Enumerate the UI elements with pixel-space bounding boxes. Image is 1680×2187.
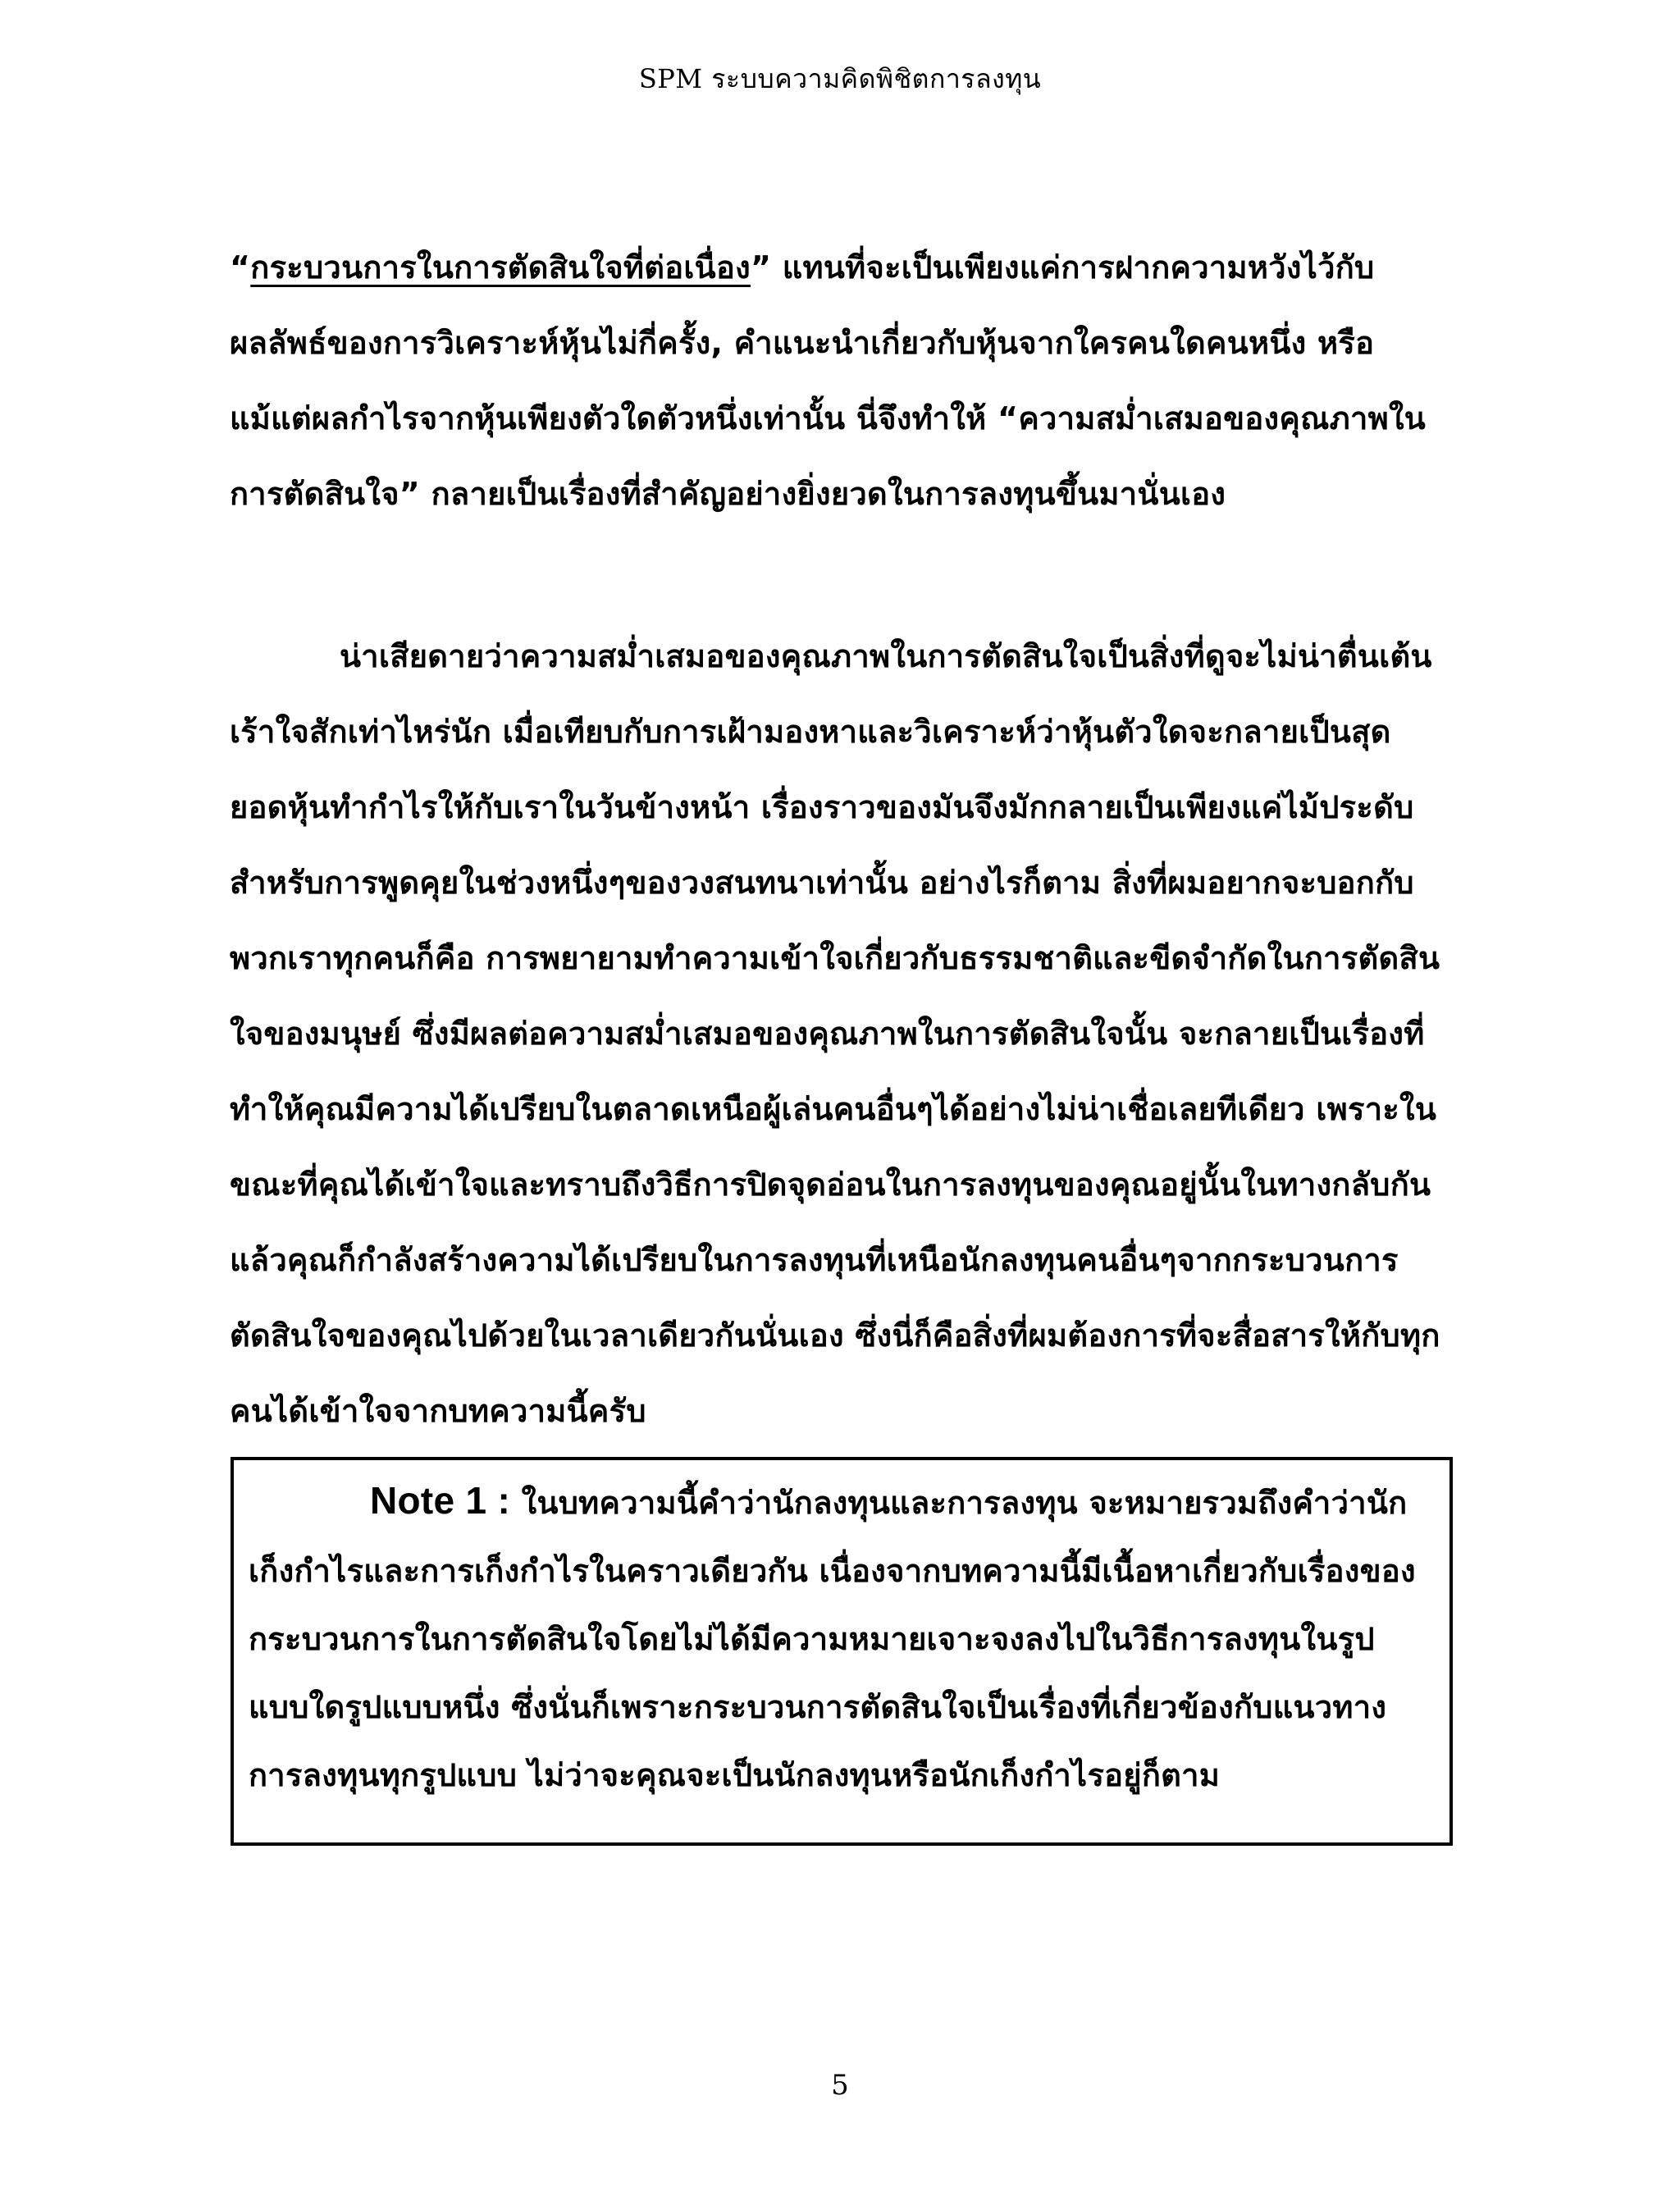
note-label: Note 1 : — [370, 1479, 511, 1522]
page-number: 5 — [831, 2069, 849, 2102]
opening-quote: “ — [230, 249, 251, 285]
paragraph-1 — [230, 230, 1444, 532]
note-box — [231, 1457, 1453, 1846]
underlined-phrase: กระบวนการในการตัดสินใจที่ต่อเนื่อง — [250, 249, 751, 285]
note-text: ในบทความนี้คำว่านักลงทุนและการลงทุน จะหมายรวมถึงคำว่านักเก็งกำไรและการเก็งกำไรในคราวเดียวกัน เนื่องจากบทความนี้มีเนื้อหาเกี่ยวกับเรื่องของกระบวนการในการตัดสินใจโดยไม่ได้มีความหมายเจาะจงลงไปในวิธีการลงทุนในรูปแบบใดรูปแบบหนึ่ง ซึ่งนั่นก็เพราะกระบวนการตัดสินใจเป็นเรื่องที่เกี่ยวข้องกับแนวทางการลงทุนทุกรูปแบบ ไม่ว่าจะคุณจะเป็นนักลงทุนหรือนักเก็งกำไรอยู่ก็ตาม — [249, 1485, 1416, 1793]
note-paragraph — [249, 1467, 1435, 1810]
paragraph-2: น่าเสียดายว่าความสม่ำเสมอของคุณภาพในการตัดสินใจเป็นสิ่งที่ดูจะไม่น่าตื่นเต้นเร้าใจสักเท่าไหร่นัก เมื่อเทียบกับการเฝ้ามองหาและวิเคราะห์ว่าหุ้นตัวใดจะกลายเป็นสุดยอดหุ้นทำกำไรให้กับเราในวันข้างหน้า เรื่องราวของมันจึงมักกลายเป็นเพียงแค่ไม้ประดับสำหรับการพูดคุยในช่วงหนึ่งๆของวงสนทนาเท่านั้น อย่างไรก็ตาม สิ่งที่ผมอยากจะบอกกับพวกเราทุกคนก็คือ การพยายามทำความเข้าใจเกี่ยวกับธรรมชาติและขีดจำกัดในการตัดสินใจของมนุษย์ ซึ่งมีผลต่อความสม่ำเสมอของคุณภาพในการตัดสินใจนั้น จะกลายเป็นเรื่องที่ทำให้คุณมีความได้เปรียบในตลาดเหนือผู้เล่นคนอื่นๆได้อย่างไม่น่าเชื่อเลยทีเดียว เพราะในขณะที่คุณได้เข้าใจและทราบถึงวิธีการปิดจุดอ่อนในการลงทุนของคุณอยู่นั้นในทางกลับกันแล้วคุณก็กำลังสร้างความได้เปรียบในการลงทุนที่เหนือนักลงทุนคนอื่นๆจากกระบวนการตัดสินใจของคุณไปด้วยในเวลาเดียวกันนั่นเอง ซึ่งนี่ก็คือสิ่งที่ผมต้องการที่จะสื่อสารให้กับทุกคนได้เข้าใจจากบทความนี้ครับ — [230, 638, 1440, 1429]
paragraph-1-text: ” แทนที่จะเป็นเพียงแค่การฝากความหวังไว้กับผลลัพธ์ของการวิเคราะห์หุ้นไม่กี่ครั้ง, คำแนะนำเกี่ยวกับหุ้นจากใครคนใดคนหนึ่ง หรือแม้แต่ผลกำไรจากหุ้นเพียงตัวใดตัวหนึ่งเท่านั้น นี่จึงทำให้ “ความสม่ำเสมอของคุณภาพในการตัดสินใจ” กลายเป็นเรื่องที่สำคัญอย่างยิ่งยวดในการลงทุนขึ้นมานั่นเอง — [230, 249, 1427, 512]
running-header: SPM ระบบความคิดพิชิตการลงทุน — [638, 63, 1042, 94]
